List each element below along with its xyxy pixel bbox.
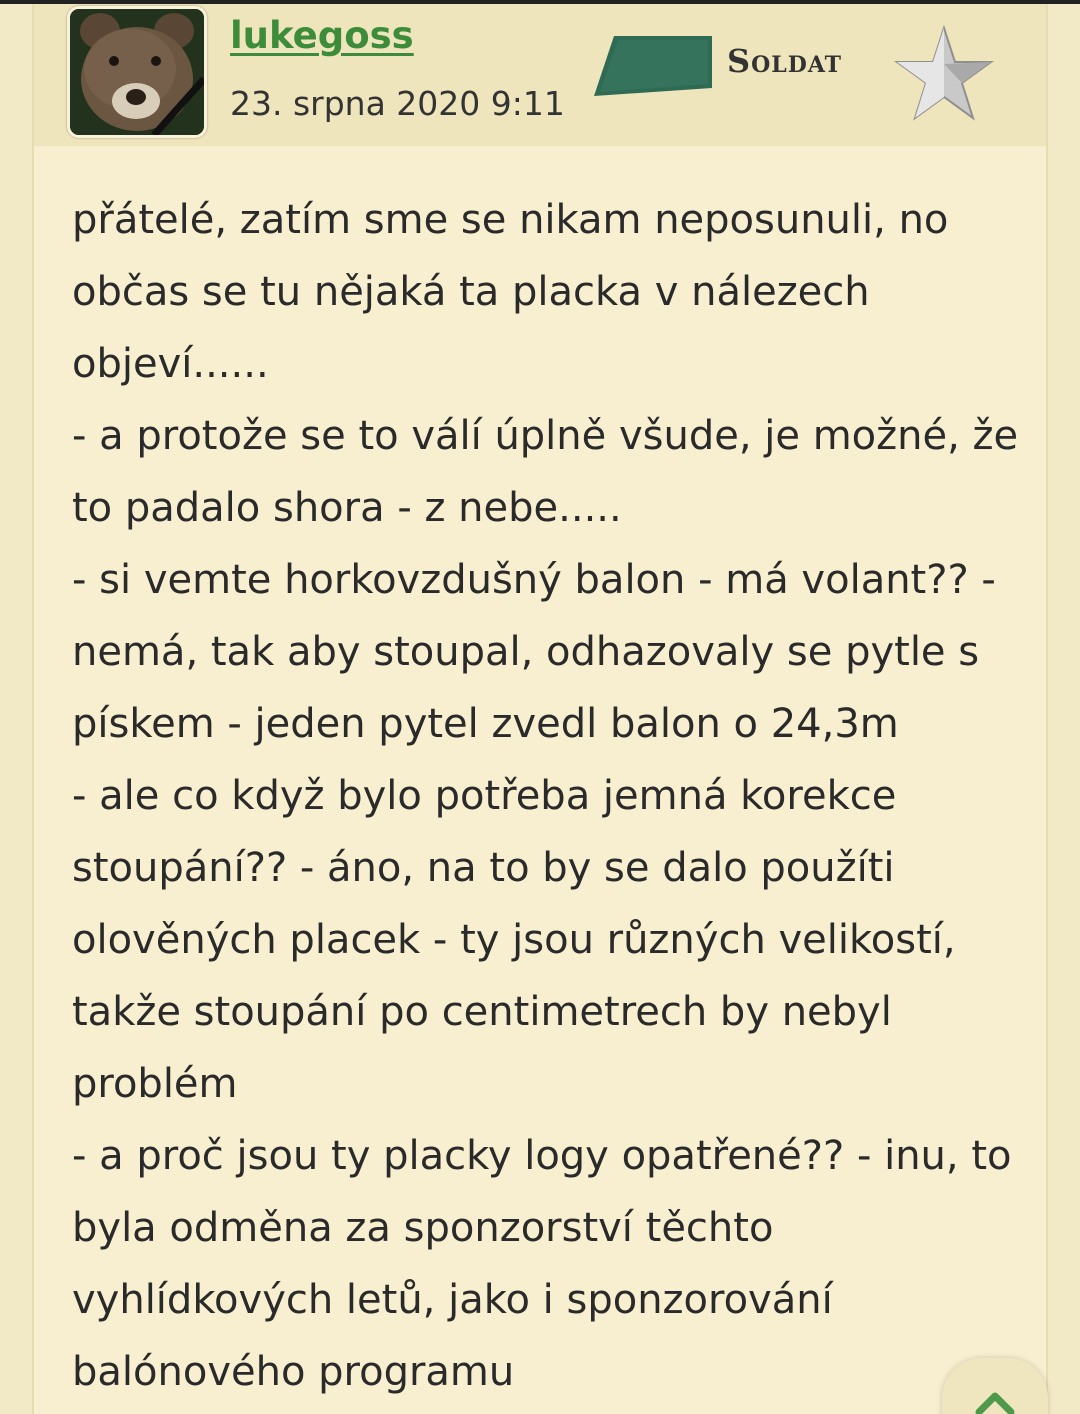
post-paragraph: - a proč jsou ty placky logy opatřené?? - inu, to byla odměna za sponzorství těchto vyhlídkových letů, jako i sponzorování balónového programu	[72, 1133, 1012, 1395]
user-avatar[interactable]	[67, 6, 207, 138]
author-username-link[interactable]: lukegoss	[230, 14, 414, 57]
post-paragraph: přátelé, zatím sme se nikam neposunuli, no občas se tu nějaká ta placka v nálezech objeví......	[72, 197, 949, 387]
post-paragraph: - a protože se to válí úplně všude, je možné, že to padalo shora - z nebe.....	[72, 413, 1019, 531]
post-paragraph: - ale co když bylo potřeba jemná korekce stoupání?? - áno, na to by se dalo použíti olověných placek - ty jsou různých velikostí, takže stoupání po centimetrech by nebyl problém	[72, 773, 956, 1107]
post-header	[34, 4, 1046, 146]
chevron-up-icon	[975, 1388, 1015, 1414]
post-paragraph: - si vemte horkovzdušný balon - má volant?? - nemá, tak aby stoupal, odhazovaly se pytle s pískem - jeden pytel zvedl balon o 24,3m	[72, 557, 996, 747]
forum-post	[32, 4, 1048, 1414]
teddy-bear-avatar	[70, 9, 204, 135]
silver-star-icon	[894, 24, 994, 124]
scroll-to-top-button[interactable]	[942, 1358, 1048, 1414]
user-rank-label: Soldat	[727, 42, 843, 80]
post-content	[72, 184, 1032, 1408]
post-timestamp: 23. srpna 2020 9:11	[230, 84, 565, 123]
rank-stripe-icon	[594, 36, 712, 96]
